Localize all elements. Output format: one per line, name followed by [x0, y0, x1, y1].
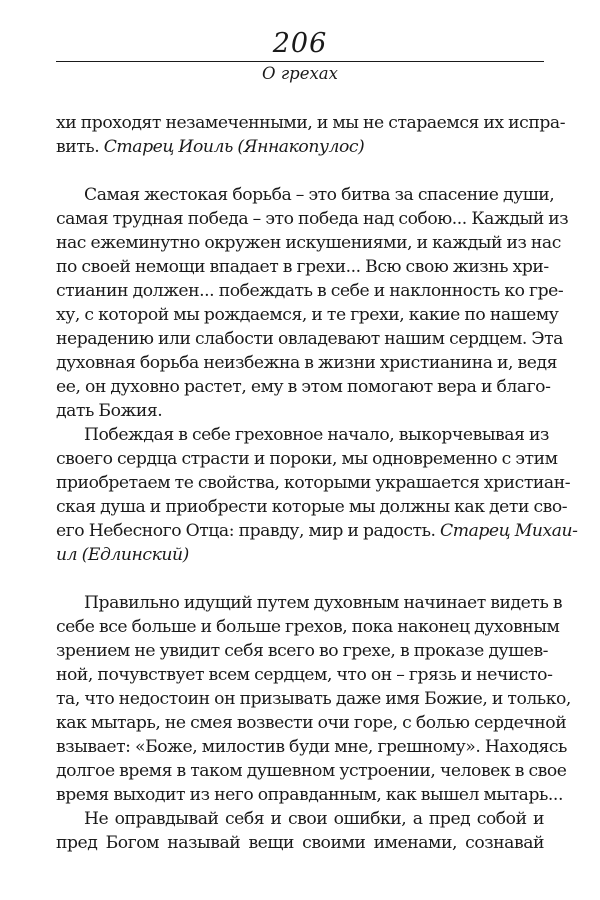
text-line: долгое время в таком душевном устроении, человек в свое — [56, 761, 567, 781]
text-line: зрением не увидит себя всего во грехе, в проказе душев- — [56, 641, 549, 661]
text-line: Не оправдывай себя и свои ошибки, а пред собой и — [84, 809, 544, 829]
text-line: духовная борьба неизбежна в жизни христианина и, ведя — [56, 353, 558, 373]
text-line: его Небесного Отца: правду, мир и радость. Старец Михаи- — [56, 521, 578, 541]
text-line: стианин должен... побеждать в себе и наклонность ко гре- — [56, 281, 564, 301]
text-line: своего сердца страсти и пороки, мы одновременно с этим — [56, 449, 558, 469]
quote-author: Старец Иоиль (Яннакопулос) — [103, 137, 365, 157]
text-line: пред Богом называй вещи своими именами, сознавай — [56, 833, 544, 853]
page-number: 206 — [272, 28, 328, 59]
quote-author: ил (Едлинский) — [56, 545, 189, 565]
text-line: время выходит из него оправданным, как вышел мытарь... — [56, 785, 563, 805]
text-line: Побеждая в себе греховное начало, выкорчевывая из — [84, 425, 549, 445]
text-line: нерадению или слабости овладевают нашим сердцем. Эта — [56, 329, 563, 349]
text-line: ху, с которой мы рождаемся, и те грехи, какие по нашему — [56, 305, 559, 325]
text-line: самая трудная победа – это победа над собою... Каждый из — [56, 209, 569, 229]
text-line: по своей немощи впадает в грехи... Всю свою жизнь хри- — [56, 257, 549, 277]
text-line: приобретаем те свойства, которыми украшается христиан- — [56, 473, 571, 493]
text-line: ее, он духовно растет, ему в этом помогают вера и благо- — [56, 377, 551, 397]
text-line: вить. Старец Иоиль (Яннакопулос) — [56, 137, 365, 157]
text-line: себе все больше и больше грехов, пока наконец духовным — [56, 617, 560, 637]
text-line: хи проходят незамеченными, и мы не стараемся их испра- — [56, 113, 566, 133]
running-head: О грехах — [262, 64, 338, 83]
header-divider — [56, 61, 544, 62]
text-line: ной, почувствует всем сердцем, что он – грязь и нечисто- — [56, 665, 553, 685]
text-line: ская душа и приобрести которые мы должны как дети сво- — [56, 497, 568, 517]
text-line: нас ежеминутно окружен искушениями, и каждый из нас — [56, 233, 561, 253]
text-line: как мытарь, не смея возвести очи горе, с болью сердечной — [56, 713, 567, 733]
text-line — [56, 543, 544, 567]
quote-author: Старец Михаи- — [440, 521, 578, 541]
text-line: Правильно идущий путем духовным начинает видеть в — [84, 593, 563, 613]
text-line: та, что недостоин он призывать даже имя Божие, и только, — [56, 689, 571, 709]
text-line: взывает: «Боже, милостив буди мне, грешному». Находясь — [56, 737, 567, 757]
text-line: Самая жестокая борьба – это битва за спасение души, — [84, 185, 555, 205]
text-line: дать Божия. — [56, 401, 163, 421]
